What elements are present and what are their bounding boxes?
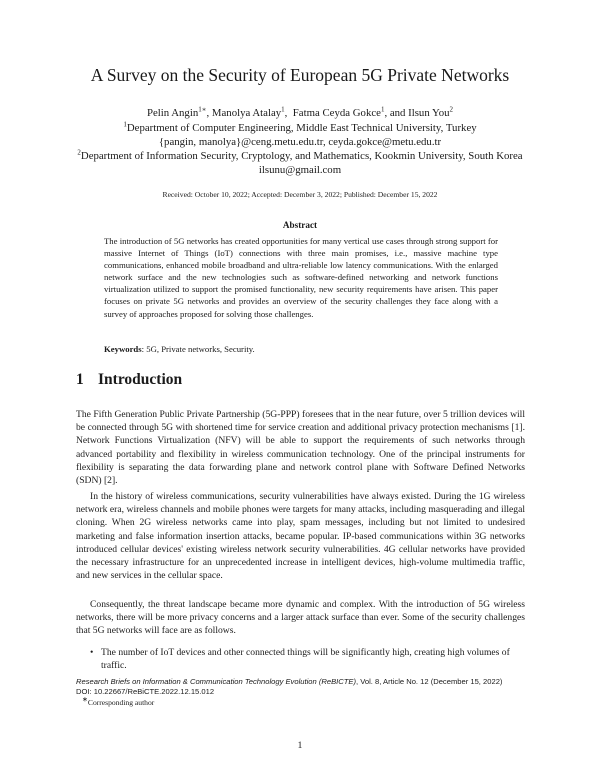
paragraph-2 <box>76 490 525 582</box>
section-heading <box>76 371 182 389</box>
paragraph-3 <box>76 598 525 638</box>
affiliation-1-text: Department of Computer Engineering, Middle East Technical University, Turkey <box>126 122 477 134</box>
author-3: Fatma Ceyda Gokce <box>292 107 381 119</box>
affiliation-1 <box>0 121 600 135</box>
author-3-sup: 1 <box>380 105 385 114</box>
bullet-text: The number of IoT devices and other connected things will be significantly high, creating high volumes of traffic. <box>101 647 510 672</box>
affiliation-2-email: ilsunu@gmail.com <box>258 164 342 176</box>
keywords <box>104 344 498 354</box>
paper-title: A Survey on the Security of European 5G Private Networks <box>90 65 510 85</box>
author-4: and Ilsun You <box>389 107 450 119</box>
page-number: 1 <box>297 740 303 751</box>
footnote <box>76 677 536 708</box>
corresponding-note <box>82 695 536 708</box>
abstract-text: The introduction of 5G networks has created opportunities for many vertical use cases through strong support for massive Internet of Things (IoT) connections with three main promises, i.e., massive machine type communications, enhanced mobile broadband and ultra-reliable low latency communications. With the enlarged network surface and the new technologies such as software-defined networking and network functions virtualization utilized to support the promised functionality, new security requirements have arisen. This paper focuses on private 5G networks and provides an overview of the security challenges they face along with a survey of approaches proposed for solving those challenges. <box>104 236 498 319</box>
author-4-sup: 2 <box>449 105 454 114</box>
corresponding-mark: ∗ <box>82 695 88 704</box>
affiliation-1-sup: 1 <box>123 120 127 129</box>
doi: DOI: 10.22667/ReBiCTE.2022.12.15.012 <box>76 687 215 697</box>
bullet-icon: • <box>90 647 94 658</box>
keywords-label: Keywords <box>104 344 142 354</box>
journal-details: , Vol. 8, Article No. 12 (December 15, 2022) <box>355 677 503 686</box>
author-1: Pelin Angin <box>146 107 199 119</box>
author-1-sup: 1∗ <box>198 105 207 114</box>
publication-dates: Received: October 10, 2022; Accepted: December 3, 2022; Published: December 15, 2022 <box>162 190 438 199</box>
section-title: Introduction <box>98 371 183 388</box>
author-2-sup: 1 <box>281 105 285 114</box>
affiliation-1-emails: {pangin, manolya}@ceng.metu.edu.tr, ceyda.gokce@metu.edu.tr <box>158 136 442 148</box>
journal-citation <box>76 677 536 687</box>
section-number: 1 <box>76 371 84 388</box>
author-line: Pelin Angin$^{1∗}$, Manolya Atalay$^1$, Fatma Ceyda Gokce$^1$, and Ilsun You$^2$ <box>146 105 454 119</box>
author-2: Manolya Atalay <box>211 107 282 119</box>
corresponding-text: Corresponding author <box>87 697 155 707</box>
paragraph-1 <box>76 408 525 487</box>
affiliation-2-text: Department of Information Security, Cryptology, and Mathematics, Kookmin University, South Korea <box>80 150 523 162</box>
affiliation-2 <box>0 149 600 163</box>
paragraph-text: The Fifth Generation Public Private Partnership (5G-PPP) foresees that in the near future, over 5 trillion devices will be connected through 5G with shortened time for service creation and additional privacy protection mechanisms [1]. Network Functions Virtualization (NFV) will be able to support the requirements of such networks through advanced portability and flexibility in wireless communication technology. One of the principal instruments for flexibility is separating the data forwarding plane and network control plane with Software Defined Networks (SDN) [2]. <box>76 409 525 487</box>
paragraph-text: In the history of wireless communications, security vulnerabilities have always existed. During the 1G wireless network era, wireless channels and mobile phones were targets for many attacks, including masquerading and illegal cloning. When 2G wireless networks came into play, spam messages, including but not limited to undesired marketing and false information insertion attacks, became popular. IP-based communications within 3G networks introduced cellular devices' existing wireless network security vulnerabilities. 4G cellular networks have provided the necessary infrastructure for an unprecedented increase in intelligent devices, high-volume multimedia traffic, and new services in the cellular space. <box>76 491 525 582</box>
bullet-item <box>90 646 525 672</box>
abstract-heading: Abstract <box>282 220 318 230</box>
paragraph-text: Consequently, the threat landscape became more dynamic and complex. With the introduction of 5G wireless networks, there will be more privacy concerns and a larger attack surface than ever. Some of the security challenges that 5G networks will face are as follows. <box>76 599 525 637</box>
affiliation-2-sup: 2 <box>77 148 81 157</box>
keywords-text: : 5G, Private networks, Security. <box>141 344 255 354</box>
journal-name: Research Briefs on Information & Communication Technology Evolution (ReBICTE) <box>76 677 356 686</box>
